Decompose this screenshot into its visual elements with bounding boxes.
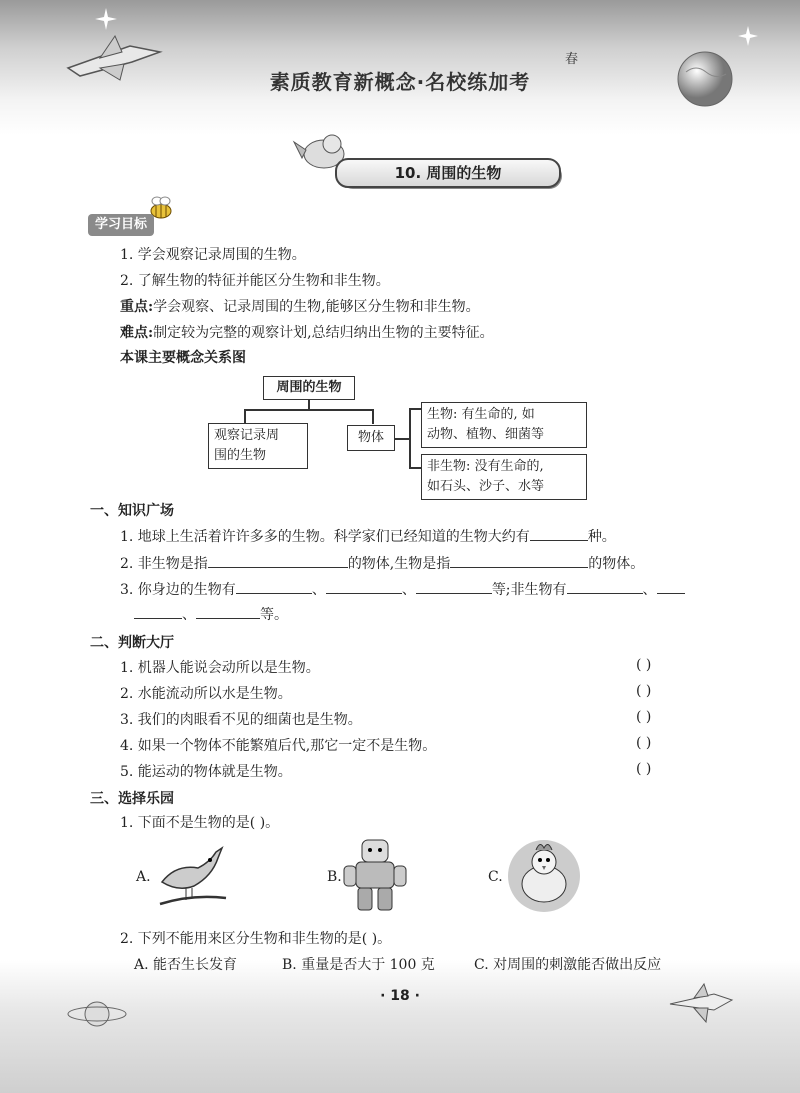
section-judgement-title: 二、判断大厅 [90, 635, 174, 651]
key-point-text: 学会观察、记录周围的生物,能够区分生物和非生物。 [153, 299, 480, 315]
question-1 [120, 526, 616, 546]
judgement-item: 3. 我们的肉眼看不见的细菌也是生物。 [120, 712, 362, 728]
difficulty-text: 制定较为完整的观察计划,总结归纳出生物的主要特征。 [153, 325, 494, 341]
answer-blank[interactable] [416, 579, 492, 594]
answer-blank[interactable] [567, 579, 643, 594]
concept-nonliving [421, 454, 587, 500]
question-text: 3. 你身边的生物有 [120, 582, 236, 598]
judgement-item: 4. 如果一个物体不能繁殖后代,那它一定不是生物。 [120, 738, 437, 754]
judgement-item: 1. 机器人能说会动所以是生物。 [120, 660, 320, 676]
separator: 、 [311, 582, 326, 598]
difficulty-label: 难点: [120, 325, 154, 341]
concept-object: 物体 [347, 425, 395, 451]
star-icon [95, 8, 117, 30]
rooster-icon [506, 836, 582, 916]
choice-option[interactable]: A. 能否生长发育 [134, 957, 238, 973]
concept-living-line: 生物: 有生命的, 如 [427, 407, 535, 422]
star-icon [738, 26, 758, 46]
season-label: 春 [565, 52, 579, 67]
section-choice-title: 三、选择乐园 [90, 791, 174, 807]
option-b-label[interactable]: B. [327, 869, 342, 885]
answer-paren[interactable]: ( ) [636, 709, 652, 725]
page-number: · 18 · [380, 988, 420, 1004]
concept-observe-line: 观察记录周 [214, 428, 280, 443]
bird-icon [156, 842, 228, 912]
separator: 、 [182, 607, 196, 623]
concept-observe-line: 围的生物 [214, 448, 267, 463]
concept-observe [208, 423, 308, 469]
question-text: 等。 [260, 607, 288, 623]
answer-blank[interactable] [530, 526, 588, 541]
answer-blank[interactable] [134, 604, 182, 619]
connector [244, 409, 373, 411]
connector [372, 409, 374, 424]
separator: 、 [401, 582, 416, 598]
difficulty-point [120, 322, 494, 342]
question-3-cont [134, 604, 288, 624]
objectives-badge: 学习目标 [88, 214, 154, 236]
question-text: 1. 地球上生活着许许多多的生物。科学家们已经知道的生物大约有 [120, 529, 530, 545]
answer-blank[interactable] [450, 553, 588, 568]
connector [409, 467, 421, 469]
answer-blank[interactable] [236, 579, 312, 594]
question-3 [120, 579, 685, 599]
question-text: 种。 [587, 529, 616, 545]
answer-paren[interactable]: ( ) [636, 761, 652, 777]
question-text: 的物体,生物是指 [347, 556, 451, 572]
concept-nonliving-line: 如石头、沙子、水等 [427, 479, 545, 494]
choice-question-2: 2. 下列不能用来区分生物和非生物的是( )。 [120, 931, 392, 947]
key-point [120, 296, 480, 316]
question-2 [120, 553, 644, 573]
choice-question-1: 1. 下面不是生物的是( )。 [120, 815, 280, 831]
question-text: 2. 非生物是指 [120, 556, 208, 572]
objective-item: 1. 学会观察记录周围的生物。 [120, 247, 306, 263]
book-series-title: 素质教育新概念·名校练加考 [269, 70, 531, 94]
judgement-item: 5. 能运动的物体就是生物。 [120, 764, 292, 780]
concept-living-line: 动物、植物、细菌等 [427, 427, 545, 442]
answer-paren[interactable]: ( ) [636, 735, 652, 751]
connector [244, 409, 246, 423]
choice-option[interactable]: C. 对周围的刺激能否做出反应 [474, 957, 662, 973]
lesson-title: 10. 周围的生物 [335, 158, 561, 188]
answer-blank[interactable] [196, 604, 260, 619]
question-text: 的物体。 [588, 556, 645, 572]
concept-map-title: 本课主要概念关系图 [120, 350, 246, 366]
concept-root: 周围的生物 [263, 376, 355, 400]
option-a-label[interactable]: A. [136, 869, 151, 885]
robot-icon [340, 836, 412, 914]
answer-blank[interactable] [208, 553, 348, 568]
concept-living [421, 402, 587, 448]
concept-nonliving-line: 非生物: 没有生命的, [427, 459, 544, 474]
connector [409, 408, 411, 468]
option-c-label[interactable]: C. [488, 869, 503, 885]
separator: 、 [642, 582, 657, 598]
key-point-label: 重点: [120, 299, 154, 315]
judgement-item: 2. 水能流动所以水是生物。 [120, 686, 292, 702]
choice-option[interactable]: B. 重量是否大于 100 克 [282, 957, 435, 973]
connector [395, 438, 409, 440]
section-knowledge-title: 一、知识广场 [90, 503, 174, 519]
question-text: 等;非生物有 [491, 582, 567, 598]
connector [409, 408, 421, 410]
answer-blank[interactable] [326, 579, 402, 594]
objective-item: 2. 了解生物的特征并能区分生物和非生物。 [120, 273, 390, 289]
answer-blank[interactable] [657, 579, 685, 594]
answer-paren[interactable]: ( ) [636, 657, 652, 673]
answer-paren[interactable]: ( ) [636, 683, 652, 699]
